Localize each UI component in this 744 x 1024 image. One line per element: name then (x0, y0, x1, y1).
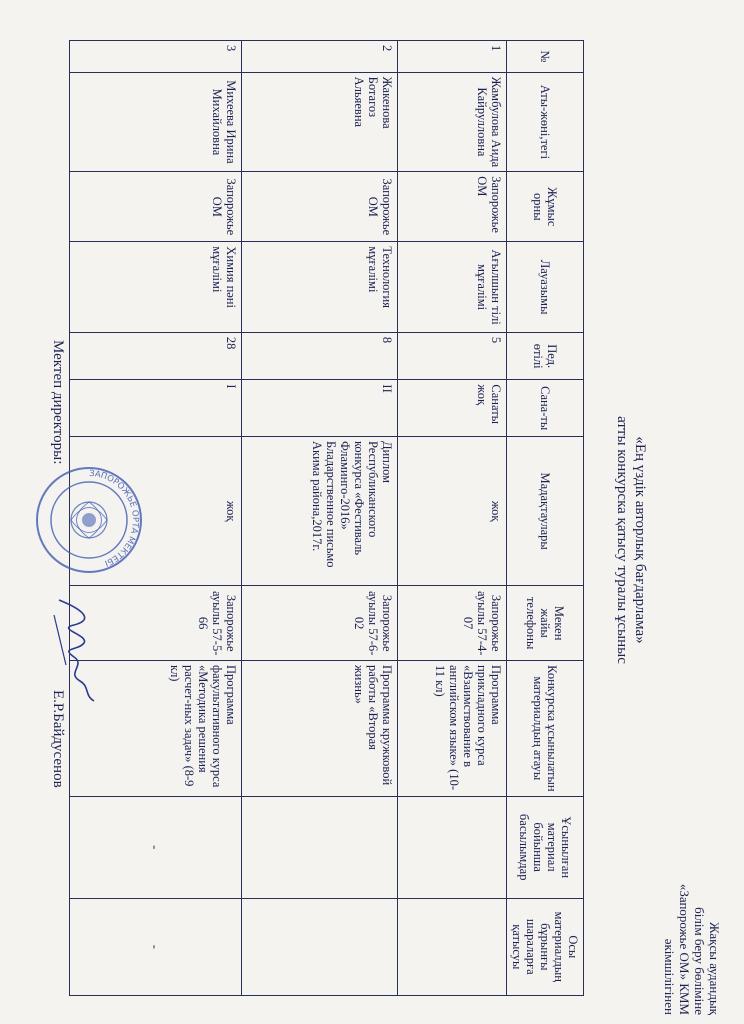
table-row (241, 41, 397, 996)
cell-awards: жоқ (397, 436, 506, 585)
title-line-2: атты конкурска қатысу туралы ұсыныс (614, 416, 630, 664)
cell-awards: Диплом Республиканского конкурса «Фестиваль Фламинго-2016» Бладарственное письмо Акима района,2017г. (241, 436, 397, 585)
cell-num: 2 (241, 41, 397, 73)
cell-name: Жамбулова Аида Кайрулловна (397, 72, 506, 172)
header-workplace: Жұмыс орны (507, 172, 584, 242)
cell-awards: жоқ (70, 436, 242, 585)
cell-category: Санаты жоқ (397, 380, 506, 437)
cell-published (241, 796, 397, 898)
header-category: Сана-ты (507, 380, 584, 437)
header-name: Аты-жөні,тегі (507, 72, 584, 172)
document-title (613, 340, 649, 740)
cell-position: Технология мұғалімі (241, 242, 397, 333)
cell-workplace: Запорожье ОМ (70, 172, 242, 242)
addressee-header (662, 880, 722, 1015)
cell-position: Ағылшын тілі мұғалімі (397, 242, 506, 333)
director-signature (44, 595, 104, 705)
cell-workplace: Запорожье ОМ (397, 172, 506, 242)
stamp-text: ЗАПОРОЖЬЕ ОРТА МЕКТЕБІ (88, 468, 141, 568)
cell-address: Запорожье ауылы 57-6-02 (241, 586, 397, 661)
header-num: № (507, 41, 584, 73)
director-name: Е.Р.Байдусенов (50, 690, 66, 788)
cell-experience: 8 (241, 332, 397, 380)
cell-material: Программа факультативного курса «Методика решения расчет-ных задач» (8-9 кл) (70, 661, 242, 797)
header-previous: Осы материалдың бұрынғы шараларға қатысуы (507, 898, 584, 995)
cell-previous (397, 898, 506, 995)
table-header-row (507, 41, 584, 996)
cell-num: 1 (397, 41, 506, 73)
cell-position: Химия пәні мұғалімі (70, 242, 242, 333)
header-published: Ұсынылған материал бойынша басылымдар (507, 796, 584, 898)
cell-num: 3 (70, 41, 242, 73)
cell-name: Жакенова Ботагоз Альяевна (241, 72, 397, 172)
title-line-1: «Ең үздік авторлық бағдарлама» (632, 436, 648, 644)
cell-category: I (70, 380, 242, 437)
header-line-2: білім беру бөліміне (692, 907, 707, 1015)
cell-published: - (70, 796, 242, 898)
nominations-table (69, 40, 584, 996)
cell-name: Михеева Ирина Михайловна (70, 72, 242, 172)
cell-experience: 28 (70, 332, 242, 380)
cell-previous: - (70, 898, 242, 995)
cell-category: II (241, 380, 397, 437)
cell-address: Запорожье ауылы 57-5-66 (70, 586, 242, 661)
header-line-3: «Запорожье ОМ» КММ (677, 883, 692, 1015)
school-stamp (34, 465, 144, 575)
cell-material: Программа прикладного курса «Взаимствование в английском языке» (10-11 кл) (397, 661, 506, 797)
header-awards: Мадақтаулары (507, 436, 584, 585)
header-position: Лауазымы (507, 242, 584, 333)
header-address: Мекен жайы телефоны (507, 586, 584, 661)
table-row (397, 41, 506, 996)
header-line-1: Жақсы аудандық (707, 922, 722, 1015)
cell-address: Запорожье ауылы 57-4-07 (397, 586, 506, 661)
cell-material: Программа кружковой работы «Вторая жизнь» (241, 661, 397, 797)
header-material: Конкурска ұсынылатын материалдың атауы (507, 661, 584, 797)
director-label: Мектеп директоры: (50, 340, 66, 465)
cell-workplace: Запорожье ОМ (241, 172, 397, 242)
svg-text:ЗАПОРОЖЬЕ ОРТА МЕКТЕБІ (89, 469, 140, 568)
cell-previous (241, 898, 397, 995)
cell-experience: 5 (397, 332, 506, 380)
header-experience: Пед. өтілі (507, 332, 584, 380)
cell-published (397, 796, 506, 898)
header-line-4: әкімшілігінен (662, 938, 677, 1015)
